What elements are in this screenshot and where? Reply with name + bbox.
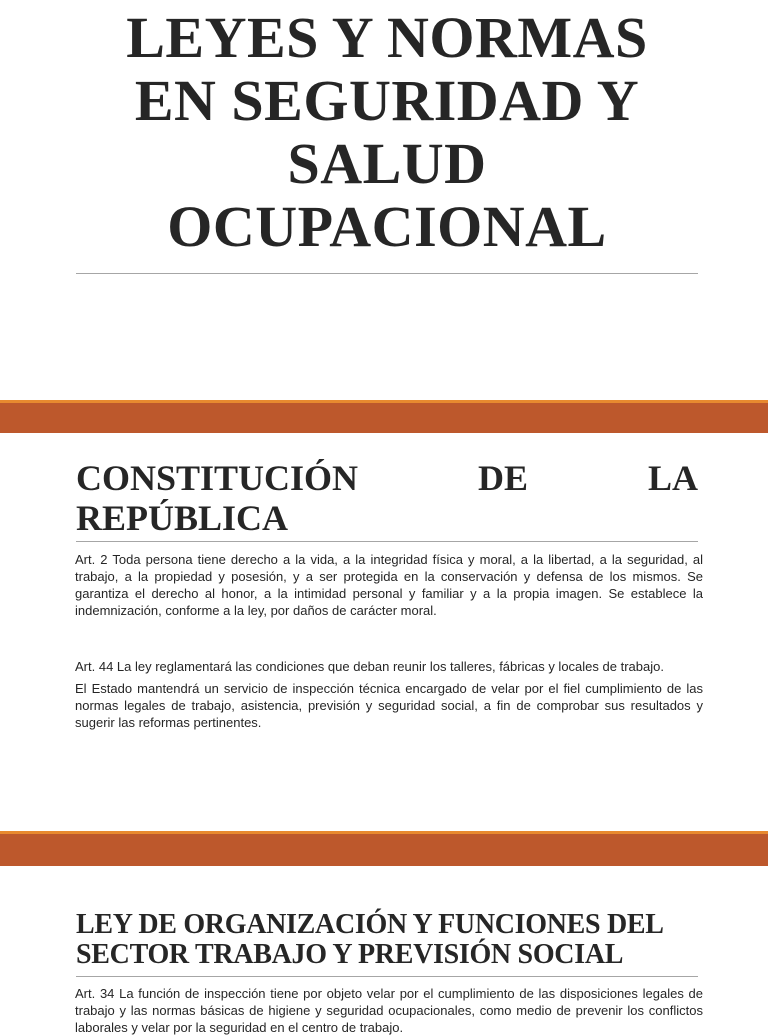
heading-divider xyxy=(76,541,698,542)
section-heading xyxy=(76,458,698,538)
heading-word: LA xyxy=(647,458,698,498)
paragraph: Art. 44 La ley reglamentará las condiciones que deban reunir los talleres, fábricas y locales de trabajo. xyxy=(75,659,664,674)
paragraph: El Estado mantendrá un servicio de inspección técnica encargado de velar por el fiel cumplimiento de las normas legales de trabajo, asistencia, previsión y seguridad social, a fin de comprobar sus resultados y sugerir las reformas pertinentes. xyxy=(75,681,703,730)
heading-line: REPÚBLICA xyxy=(76,498,289,538)
heading-line: LEY DE ORGANIZACIÓN Y FUNCIONES DEL xyxy=(76,909,664,940)
heading-divider xyxy=(76,976,698,977)
title-line: EN SEGURIDAD Y xyxy=(134,68,640,133)
title-line: OCUPACIONAL xyxy=(167,194,607,259)
separator-band xyxy=(0,834,768,866)
article-text xyxy=(75,551,703,731)
section-heading xyxy=(76,910,698,970)
article-text xyxy=(75,985,703,1036)
slide-title xyxy=(0,0,768,400)
slide-constitucion xyxy=(0,433,768,831)
title-line: SALUD xyxy=(287,131,487,196)
separator-band xyxy=(0,403,768,433)
page-title xyxy=(76,6,698,258)
heading-line: SECTOR TRABAJO Y PREVISIÓN SOCIAL xyxy=(76,939,624,970)
paragraph: Art. 34 La función de inspección tiene por objeto velar por el cumplimiento de las disposiciones legales de trabajo y las normas básicas de higiene y seguridad ocupacionales, como medio de prevenir los conflictos laborales y velar por la seguridad en el centro de trabajo. xyxy=(75,986,703,1035)
slide-ley-organizacion xyxy=(0,866,768,1035)
title-line: LEYES Y NORMAS xyxy=(126,5,648,70)
heading-word: CONSTITUCIÓN xyxy=(76,458,359,498)
heading-word: DE xyxy=(478,458,529,498)
title-divider xyxy=(76,273,698,274)
paragraph: Art. 2 Toda persona tiene derecho a la vida, a la integridad física y moral, a la libertad, a la seguridad, al trabajo, a la propiedad y posesión, y a ser protegida en la conservación y defensa de los mismos. Se garantiza el derecho al honor, a la intimidad personal y familiar y a la propia imagen. Se establece la indemnización, conforme a la ley, por daños de carácter moral. xyxy=(75,552,703,618)
